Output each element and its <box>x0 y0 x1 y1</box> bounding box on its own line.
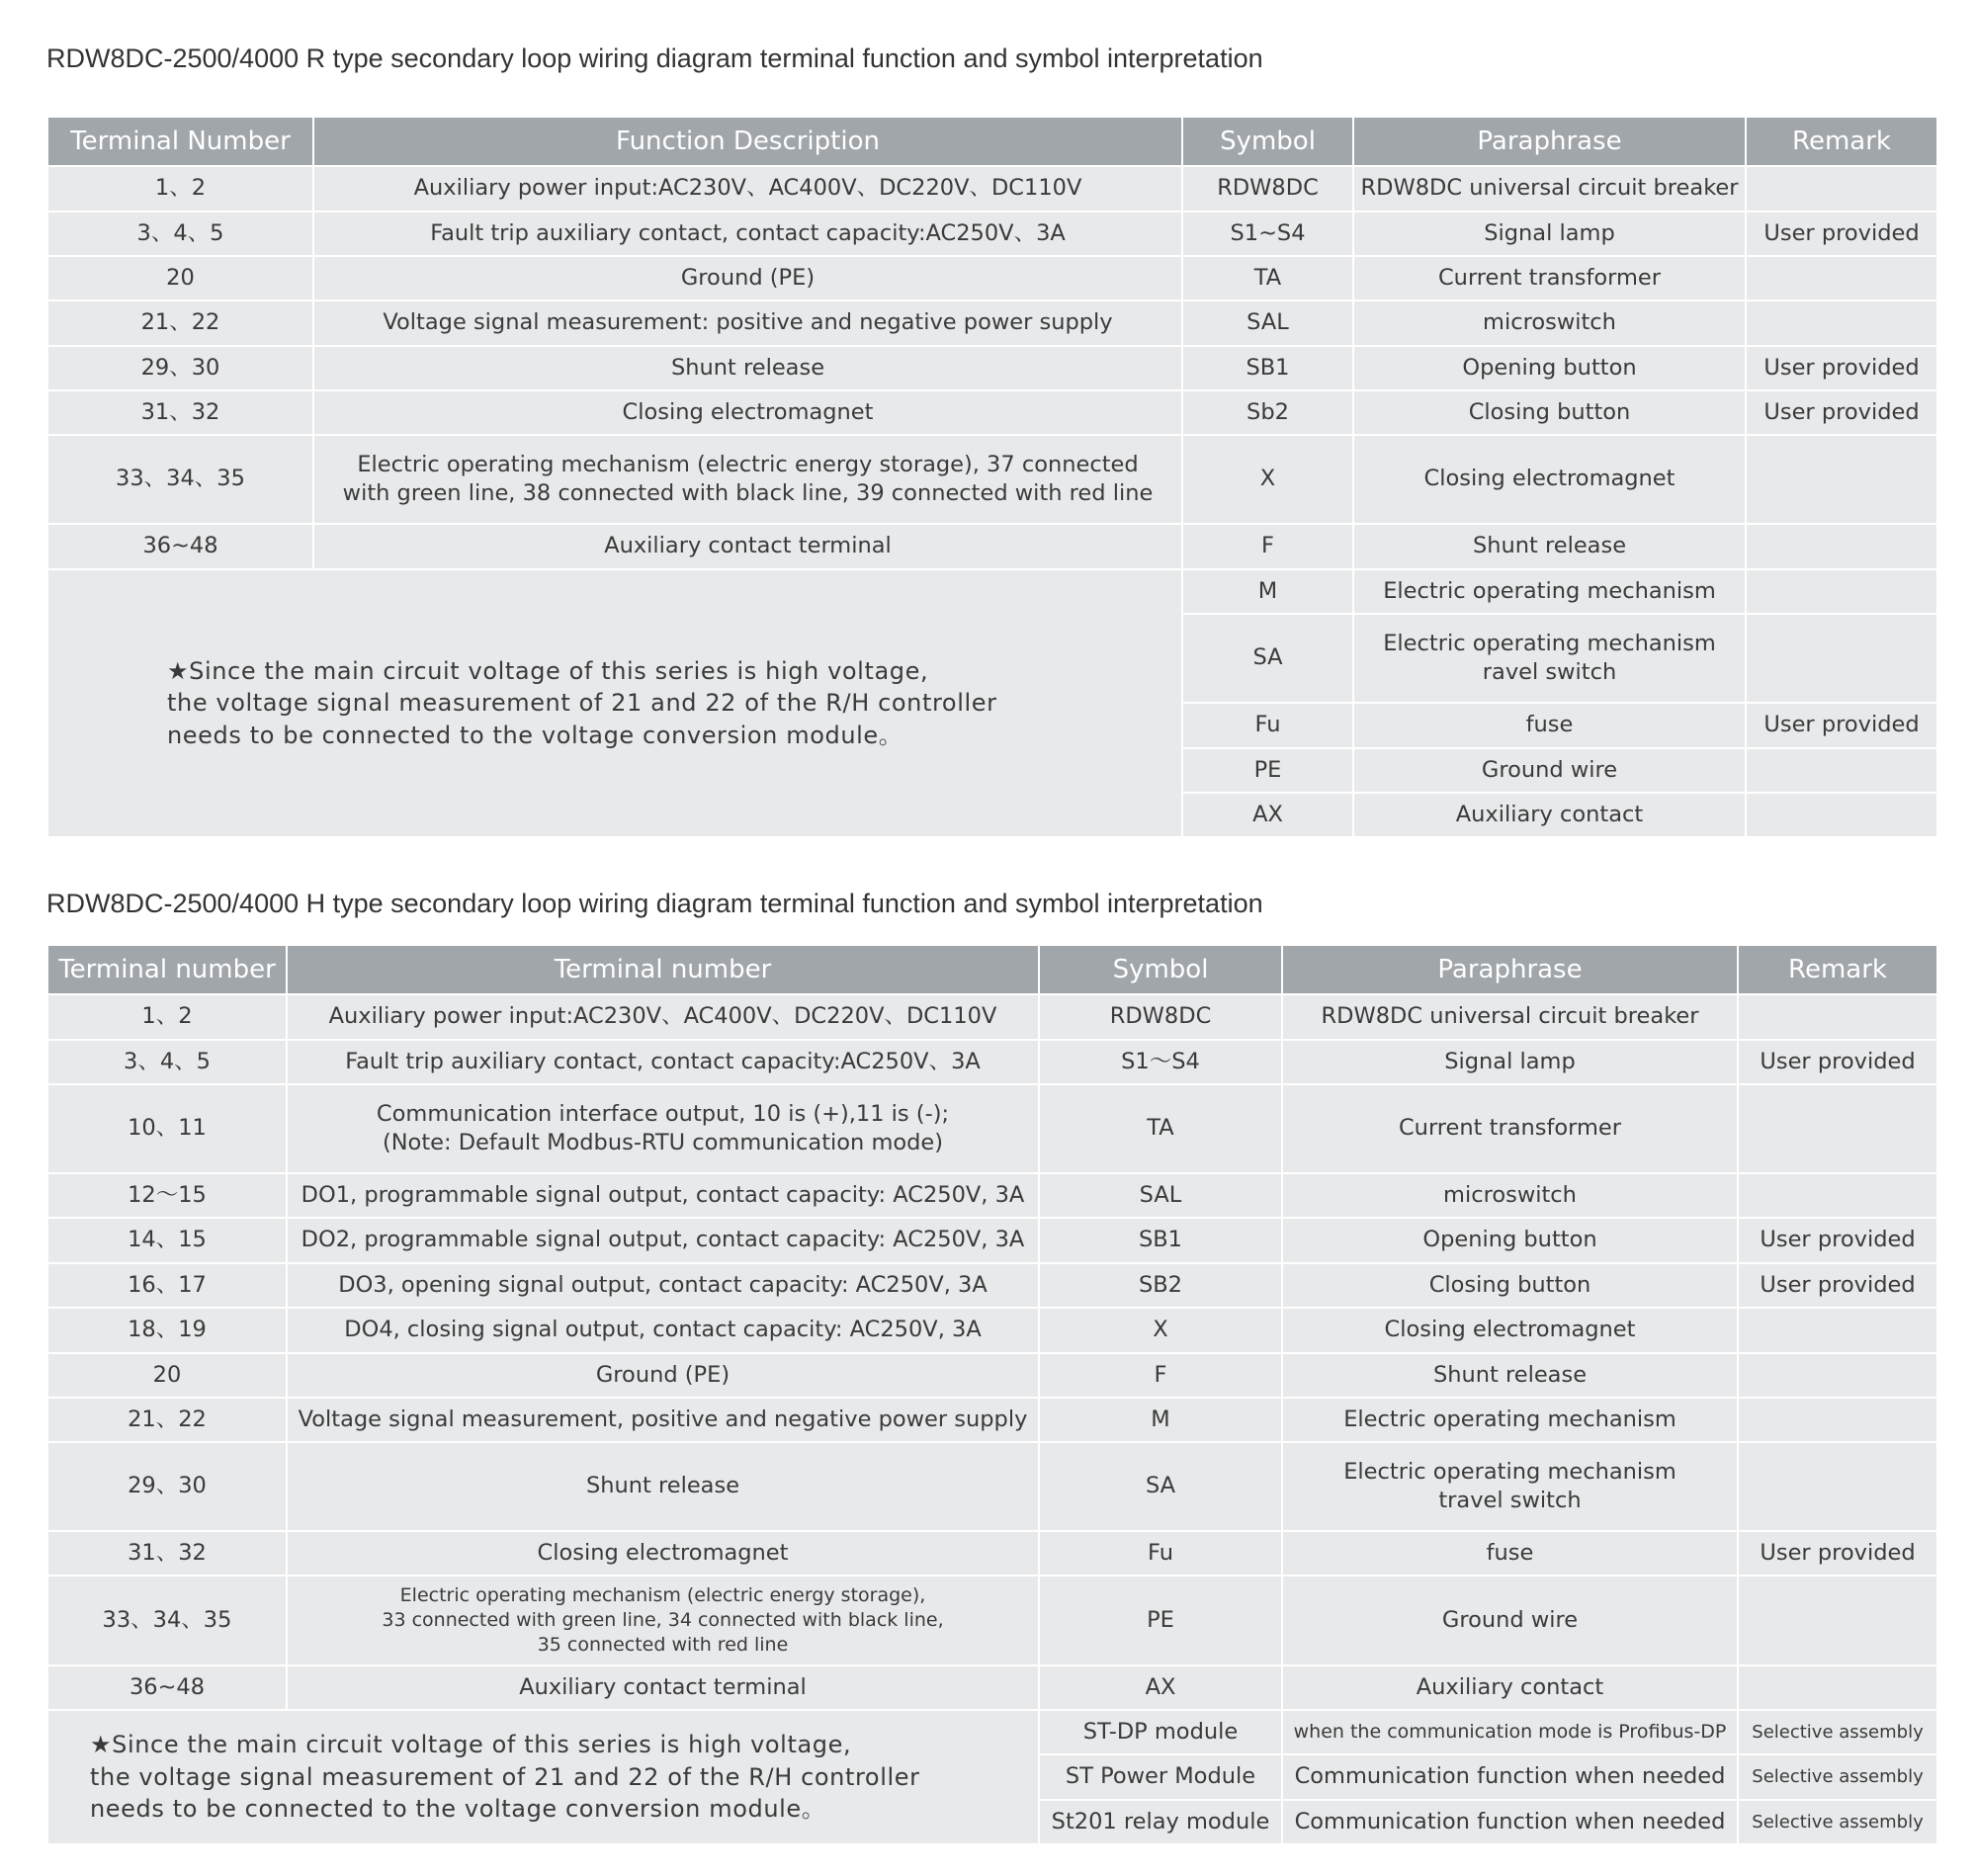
symbol-cell: TA <box>1182 256 1353 300</box>
table-row <box>47 1308 1937 1353</box>
remark-cell <box>1746 614 1937 703</box>
paraphrase-cell: Closing electromagnet <box>1282 1308 1738 1353</box>
table-row <box>47 1665 1937 1710</box>
function-cell: DO3, opening signal output, contact capacity: AC250V, 3A <box>287 1263 1039 1308</box>
note-line: ★Since the main circuit voltage of this series is high voltage, <box>90 1731 852 1759</box>
h-type-table <box>46 944 1938 1845</box>
column-header: Terminal number <box>287 945 1039 994</box>
function-cell: DO1, programmable signal output, contact capacity: AC250V, 3A <box>287 1173 1039 1218</box>
terminal-cell: 20 <box>47 256 313 300</box>
function-line: (Note: Default Modbus-RTU communication mode) <box>382 1130 944 1155</box>
column-header: Paraphrase <box>1353 117 1746 166</box>
paraphrase-cell: Communication function when needed <box>1282 1800 1738 1844</box>
terminal-cell: 16、17 <box>47 1263 287 1308</box>
symbol-cell: S1~S4 <box>1182 212 1353 256</box>
symbol-cell: RDW8DC <box>1039 994 1282 1040</box>
function-cell: Closing electromagnet <box>287 1531 1039 1576</box>
paraphrase-line: Electric operating mechanism <box>1343 1458 1676 1485</box>
terminal-cell: 36~48 <box>47 524 313 569</box>
symbol-cell: SAL <box>1182 300 1353 346</box>
paraphrase-cell: fuse <box>1282 1531 1738 1576</box>
function-cell: Shunt release <box>313 346 1182 390</box>
remark-cell <box>1746 793 1937 837</box>
terminal-cell: 18、19 <box>47 1308 287 1353</box>
terminal-cell: 1、2 <box>47 994 287 1040</box>
symbol-cell: F <box>1039 1353 1282 1398</box>
function-cell: DO2, programmable signal output, contact capacity: AC250V, 3A <box>287 1218 1039 1263</box>
symbol-cell: AX <box>1039 1665 1282 1710</box>
paraphrase-cell: Electric operating mechanism <box>1353 569 1746 614</box>
table-row <box>47 1173 1937 1218</box>
remark-cell <box>1738 1665 1937 1710</box>
column-header: Remark <box>1746 117 1937 166</box>
voltage-note <box>47 569 1182 837</box>
function-cell: Shunt release <box>287 1442 1039 1531</box>
note-line: ★Since the main circuit voltage of this series is high voltage, <box>167 656 929 685</box>
paraphrase-cell: Communication function when needed <box>1282 1754 1738 1800</box>
paraphrase-cell: when the communication mode is Profibus-DP <box>1282 1710 1738 1754</box>
function-cell: Voltage signal measurement: positive and negative power supply <box>313 300 1182 346</box>
remark-cell: User provided <box>1746 212 1937 256</box>
function-cell: Closing electromagnet <box>313 390 1182 435</box>
paraphrase-cell: Closing electromagnet <box>1353 435 1746 524</box>
table-row <box>47 1353 1937 1398</box>
remark-cell: Selective assembly <box>1738 1800 1937 1844</box>
paraphrase-cell: Opening button <box>1282 1218 1738 1263</box>
r-type-table <box>46 116 1938 838</box>
paraphrase-cell: Electric operating mechanism <box>1282 1398 1738 1442</box>
symbol-cell: Fu <box>1182 703 1353 748</box>
remark-cell: Selective assembly <box>1738 1710 1937 1754</box>
function-cell: Fault trip auxiliary contact, contact capacity:AC250V、3A <box>287 1040 1039 1084</box>
column-header: Symbol <box>1182 117 1353 166</box>
symbol-cell: TA <box>1039 1084 1282 1173</box>
remark-cell <box>1746 748 1937 793</box>
function-cell: Ground (PE) <box>287 1353 1039 1398</box>
remark-cell <box>1738 1308 1937 1353</box>
function-cell: Auxiliary power input:AC230V、AC400V、DC220V、DC110V <box>313 166 1182 212</box>
function-cell <box>313 435 1182 524</box>
paraphrase-line: ravel switch <box>1482 659 1617 685</box>
remark-cell <box>1746 256 1937 300</box>
table-row <box>47 1263 1937 1308</box>
remark-cell <box>1738 1084 1937 1173</box>
terminal-cell: 14、15 <box>47 1218 287 1263</box>
terminal-cell: 31、32 <box>47 1531 287 1576</box>
column-header: Remark <box>1738 945 1937 994</box>
remark-cell <box>1738 1398 1937 1442</box>
terminal-cell: 20 <box>47 1353 287 1398</box>
terminal-cell: 33、34、35 <box>47 435 313 524</box>
note-line: the voltage signal measurement of 21 and 22 of the R/H controller <box>90 1762 920 1791</box>
table-row <box>47 1710 1937 1754</box>
terminal-cell: 36~48 <box>47 1665 287 1710</box>
paraphrase-cell: RDW8DC universal circuit breaker <box>1353 166 1746 212</box>
remark-cell: User provided <box>1738 1040 1937 1084</box>
paraphrase-cell: Shunt release <box>1282 1353 1738 1398</box>
symbol-cell: SA <box>1182 614 1353 703</box>
function-line: 35 connected with red line <box>537 1633 789 1656</box>
paraphrase-cell: Current transformer <box>1353 256 1746 300</box>
function-cell: Ground (PE) <box>313 256 1182 300</box>
voltage-note <box>47 1710 1039 1844</box>
paraphrase-cell: fuse <box>1353 703 1746 748</box>
function-cell <box>287 1576 1039 1665</box>
table-row <box>47 1576 1937 1665</box>
remark-cell <box>1738 1576 1937 1665</box>
terminal-cell: 21、22 <box>47 1398 287 1442</box>
symbol-cell: ST-DP module <box>1039 1710 1282 1754</box>
symbol-cell: Fu <box>1039 1531 1282 1576</box>
table-row <box>47 435 1937 524</box>
paraphrase-cell: RDW8DC universal circuit breaker <box>1282 994 1738 1040</box>
function-cell: Voltage signal measurement, positive and negative power supply <box>287 1398 1039 1442</box>
remark-cell: User provided <box>1738 1531 1937 1576</box>
table-row <box>47 524 1937 569</box>
function-line: 33 connected with green line, 34 connected with black line, <box>382 1609 944 1632</box>
paraphrase-cell: Opening button <box>1353 346 1746 390</box>
remark-cell: User provided <box>1746 390 1937 435</box>
function-cell: Auxiliary contact terminal <box>313 524 1182 569</box>
symbol-cell: M <box>1039 1398 1282 1442</box>
symbol-cell: X <box>1039 1308 1282 1353</box>
note-line: needs to be connected to the voltage conversion module。 <box>167 721 903 749</box>
symbol-cell: Sb2 <box>1182 390 1353 435</box>
function-cell: Auxiliary power input:AC230V、AC400V、DC220V、DC110V <box>287 994 1039 1040</box>
remark-cell: User provided <box>1738 1263 1937 1308</box>
symbol-cell: F <box>1182 524 1353 569</box>
paraphrase-cell: Auxiliary contact <box>1282 1665 1738 1710</box>
paraphrase-line: travel switch <box>1438 1488 1582 1513</box>
note-line: needs to be connected to the voltage conversion module。 <box>90 1795 826 1824</box>
paraphrase-cell: Signal lamp <box>1282 1040 1738 1084</box>
paraphrase-cell: Current transformer <box>1282 1084 1738 1173</box>
paraphrase-cell: microswitch <box>1353 300 1746 346</box>
table-row <box>47 569 1937 614</box>
remark-cell: User provided <box>1738 1218 1937 1263</box>
function-line: Electric operating mechanism (electric energy storage), 37 connected <box>357 451 1139 477</box>
symbol-cell: RDW8DC <box>1182 166 1353 212</box>
table-row <box>47 346 1937 390</box>
table-row <box>47 1040 1937 1084</box>
paraphrase-cell: Closing button <box>1353 390 1746 435</box>
table-row <box>47 994 1937 1040</box>
function-line: with green line, 38 connected with black line, 39 connected with red line <box>342 480 1154 506</box>
table-row <box>47 390 1937 435</box>
function-cell: DO4, closing signal output, contact capacity: AC250V, 3A <box>287 1308 1039 1353</box>
symbol-cell: AX <box>1182 793 1353 837</box>
paraphrase-cell: Ground wire <box>1353 748 1746 793</box>
remark-cell <box>1746 435 1937 524</box>
terminal-cell: 12～15 <box>47 1173 287 1218</box>
remark-cell: User provided <box>1746 346 1937 390</box>
table-row <box>47 212 1937 256</box>
symbol-cell: SB1 <box>1039 1218 1282 1263</box>
symbol-cell: ST Power Module <box>1039 1754 1282 1800</box>
paraphrase-cell: Ground wire <box>1282 1576 1738 1665</box>
note-line: the voltage signal measurement of 21 and 22 of the R/H controller <box>167 689 997 718</box>
paraphrase-cell <box>1282 1442 1738 1531</box>
terminal-cell: 29、30 <box>47 346 313 390</box>
symbol-cell: PE <box>1182 748 1353 793</box>
paraphrase-cell <box>1353 614 1746 703</box>
table-row <box>47 300 1937 346</box>
symbol-cell: X <box>1182 435 1353 524</box>
r-table-title: RDW8DC-2500/4000 R type secondary loop wiring diagram terminal function and symbol interpretation <box>46 43 1263 73</box>
function-cell: Fault trip auxiliary contact, contact capacity:AC250V、3A <box>313 212 1182 256</box>
remark-cell <box>1738 1353 1937 1398</box>
terminal-cell: 1、2 <box>47 166 313 212</box>
function-line: Electric operating mechanism (electric energy storage), <box>399 1584 926 1607</box>
paraphrase-cell: Shunt release <box>1353 524 1746 569</box>
table-row <box>47 1531 1937 1576</box>
function-line: Communication interface output, 10 is (+),11 is (-); <box>376 1100 950 1127</box>
table-row <box>47 1218 1937 1263</box>
table-row <box>47 166 1937 212</box>
table-row <box>47 1398 1937 1442</box>
column-header: Symbol <box>1039 945 1282 994</box>
table-row <box>47 1442 1937 1531</box>
symbol-cell: M <box>1182 569 1353 614</box>
symbol-cell: St201 relay module <box>1039 1800 1282 1844</box>
remark-cell <box>1746 300 1937 346</box>
table-row <box>47 256 1937 300</box>
symbol-cell: SAL <box>1039 1173 1282 1218</box>
symbol-cell: PE <box>1039 1576 1282 1665</box>
terminal-cell: 3、4、5 <box>47 1040 287 1084</box>
table-header-row <box>47 945 1937 994</box>
terminal-cell: 21、22 <box>47 300 313 346</box>
paraphrase-line: Electric operating mechanism <box>1383 630 1716 656</box>
symbol-cell: SB1 <box>1182 346 1353 390</box>
paraphrase-cell: Closing button <box>1282 1263 1738 1308</box>
paraphrase-cell: Signal lamp <box>1353 212 1746 256</box>
terminal-cell: 31、32 <box>47 390 313 435</box>
symbol-cell: S1～S4 <box>1039 1040 1282 1084</box>
terminal-cell: 3、4、5 <box>47 212 313 256</box>
symbol-cell: SB2 <box>1039 1263 1282 1308</box>
remark-cell: User provided <box>1746 703 1937 748</box>
column-header: Terminal Number <box>47 117 313 166</box>
remark-cell <box>1746 166 1937 212</box>
function-cell <box>287 1084 1039 1173</box>
table-header-row <box>47 117 1937 166</box>
column-header: Function Description <box>313 117 1182 166</box>
paraphrase-cell: microswitch <box>1282 1173 1738 1218</box>
remark-cell: Selective assembly <box>1738 1754 1937 1800</box>
symbol-cell: SA <box>1039 1442 1282 1531</box>
table-row <box>47 1084 1937 1173</box>
column-header: Terminal number <box>47 945 287 994</box>
terminal-cell: 33、34、35 <box>47 1576 287 1665</box>
terminal-cell: 10、11 <box>47 1084 287 1173</box>
function-cell: Auxiliary contact terminal <box>287 1665 1039 1710</box>
paraphrase-cell: Auxiliary contact <box>1353 793 1746 837</box>
remark-cell <box>1738 1442 1937 1531</box>
remark-cell <box>1738 994 1937 1040</box>
remark-cell <box>1746 524 1937 569</box>
remark-cell <box>1746 569 1937 614</box>
terminal-cell: 29、30 <box>47 1442 287 1531</box>
remark-cell <box>1738 1173 1937 1218</box>
h-table-title: RDW8DC-2500/4000 H type secondary loop wiring diagram terminal function and symbol interpretation <box>46 889 1263 918</box>
column-header: Paraphrase <box>1282 945 1738 994</box>
